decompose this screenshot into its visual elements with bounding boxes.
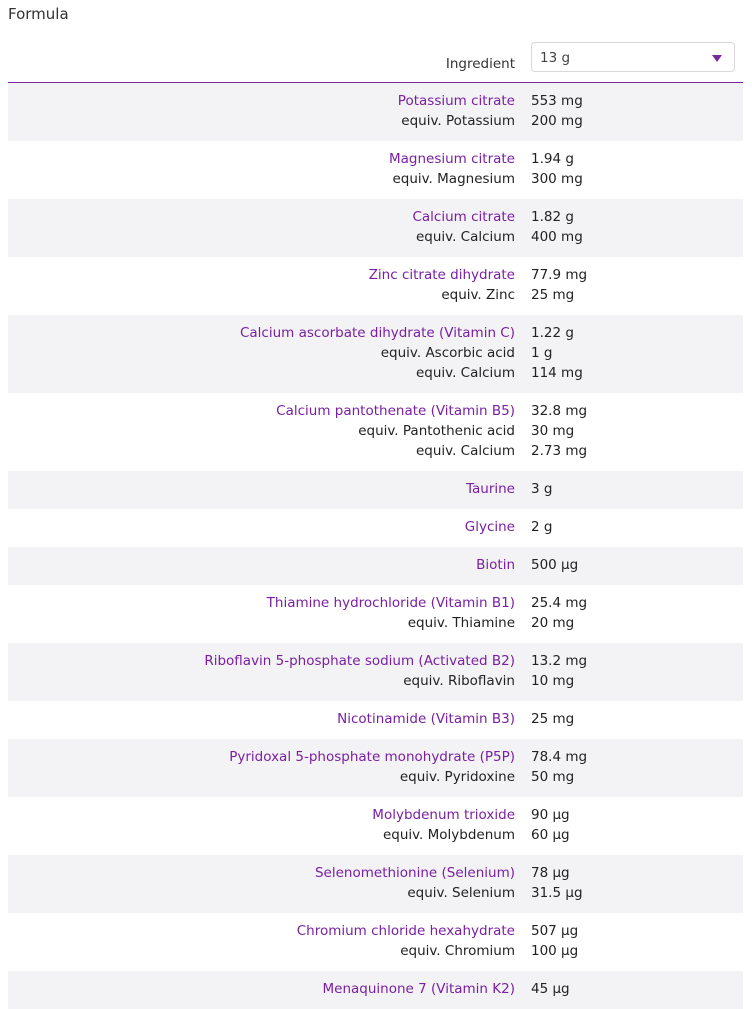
- equivalent-line: [8, 825, 743, 845]
- ingredient-line: [8, 593, 743, 613]
- ingredient-list: [8, 83, 743, 1009]
- equivalent-line: [8, 169, 743, 189]
- ingredient-row: [8, 509, 743, 547]
- equivalent-name: equiv. Calcium: [415, 365, 515, 381]
- ingredient-amount: 25 mg: [531, 711, 575, 727]
- ingredient-name[interactable]: Calcium ascorbate dihydrate (Vitamin C): [239, 325, 515, 341]
- equivalent-line: [8, 883, 743, 903]
- ingredient-line: [8, 401, 743, 421]
- equivalent-amount: 400 mg: [531, 229, 583, 245]
- ingredient-amount: 78 µg: [531, 865, 570, 881]
- ingredient-line: [8, 479, 743, 499]
- ingredient-name[interactable]: Taurine: [465, 481, 515, 497]
- equivalent-line: [8, 671, 743, 691]
- ingredient-line: [8, 979, 743, 999]
- equivalent-line: [8, 767, 743, 787]
- ingredient-amount: 25.4 mg: [531, 595, 588, 611]
- equivalent-name: equiv. Magnesium: [392, 171, 515, 187]
- ingredient-line: [8, 747, 743, 767]
- ingredient-name[interactable]: Biotin: [476, 557, 515, 573]
- ingredient-amount: 32.8 mg: [531, 403, 588, 419]
- ingredient-line: [8, 517, 743, 537]
- equivalent-name: equiv. Chromium: [400, 943, 515, 959]
- equivalent-amount: 20 mg: [531, 615, 575, 631]
- ingredient-name[interactable]: Glycine: [464, 519, 515, 535]
- ingredient-row: [8, 547, 743, 585]
- ingredient-name[interactable]: Selenomethionine (Selenium): [314, 865, 515, 881]
- ingredient-amount: 1.82 g: [531, 209, 574, 225]
- equivalent-amount: 300 mg: [531, 171, 583, 187]
- equivalent-name: equiv. Zinc: [441, 287, 515, 303]
- equivalent-name: equiv. Riboflavin: [403, 673, 515, 689]
- equivalent-line: [8, 227, 743, 247]
- equivalent-amount: 50 mg: [531, 769, 575, 785]
- equivalent-name: equiv. Calcium: [415, 443, 515, 459]
- equivalent-line: [8, 613, 743, 633]
- ingredient-column-label: Ingredient: [445, 56, 515, 72]
- ingredient-name[interactable]: Magnesium citrate: [388, 151, 515, 167]
- equivalent-line: [8, 285, 743, 305]
- ingredient-row: [8, 913, 743, 971]
- equivalent-amount: 30 mg: [531, 423, 575, 439]
- ingredient-row: [8, 141, 743, 199]
- ingredient-row: [8, 315, 743, 393]
- ingredient-line: [8, 265, 743, 285]
- equivalent-line: [8, 343, 743, 363]
- equivalent-line: [8, 111, 743, 131]
- equivalent-line: [8, 421, 743, 441]
- ingredient-row: [8, 199, 743, 257]
- ingredient-row: [8, 257, 743, 315]
- ingredient-line: [8, 921, 743, 941]
- ingredient-line: [8, 805, 743, 825]
- ingredient-line: [8, 709, 743, 729]
- ingredient-name[interactable]: Nicotinamide (Vitamin B3): [337, 711, 515, 727]
- ingredient-row: [8, 739, 743, 797]
- ingredient-amount: 507 µg: [531, 923, 579, 939]
- ingredient-row: [8, 855, 743, 913]
- equivalent-amount: 25 mg: [531, 287, 575, 303]
- ingredient-name[interactable]: Thiamine hydrochloride (Vitamin B1): [266, 595, 515, 611]
- ingredient-row: [8, 471, 743, 509]
- ingredient-row: [8, 701, 743, 739]
- chevron-down-icon[interactable]: [712, 55, 722, 62]
- ingredient-amount: 90 µg: [531, 807, 570, 823]
- ingredient-row: [8, 643, 743, 701]
- ingredient-line: [8, 91, 743, 111]
- ingredient-line: [8, 323, 743, 343]
- ingredient-name[interactable]: Calcium citrate: [412, 209, 515, 225]
- equivalent-name: equiv. Pantothenic acid: [358, 423, 515, 439]
- ingredient-amount: 13.2 mg: [531, 653, 588, 669]
- ingredient-line: [8, 149, 743, 169]
- table-header: [8, 42, 743, 83]
- ingredient-row: [8, 585, 743, 643]
- equivalent-amount: 10 mg: [531, 673, 575, 689]
- page-title: Formula: [8, 5, 69, 23]
- ingredient-name[interactable]: Menaquinone 7 (Vitamin K2): [322, 981, 515, 997]
- equivalent-name: equiv. Calcium: [415, 229, 515, 245]
- equivalent-line: [8, 941, 743, 961]
- ingredient-amount: 3 g: [531, 481, 553, 497]
- ingredient-amount: 45 µg: [531, 981, 570, 997]
- ingredient-row: [8, 971, 743, 1009]
- ingredient-name[interactable]: Calcium pantothenate (Vitamin B5): [276, 403, 515, 419]
- ingredient-line: [8, 863, 743, 883]
- ingredient-row: [8, 797, 743, 855]
- ingredient-amount: 78.4 mg: [531, 749, 588, 765]
- equivalent-amount: 60 µg: [531, 827, 570, 843]
- ingredient-row: [8, 83, 743, 141]
- ingredient-amount: 1.94 g: [531, 151, 574, 167]
- ingredient-amount: 77.9 mg: [531, 267, 588, 283]
- ingredient-name[interactable]: Riboflavin 5-phosphate sodium (Activated B2): [204, 653, 515, 669]
- equivalent-amount: 200 mg: [531, 113, 583, 129]
- equivalent-amount: 100 µg: [531, 943, 579, 959]
- ingredient-name[interactable]: Potassium citrate: [397, 93, 515, 109]
- ingredient-amount: 2 g: [531, 519, 553, 535]
- ingredient-line: [8, 651, 743, 671]
- equivalent-amount: 31.5 µg: [531, 885, 583, 901]
- ingredient-amount: 553 mg: [531, 93, 583, 109]
- ingredient-line: [8, 207, 743, 227]
- equivalent-line: [8, 441, 743, 461]
- ingredient-amount: 500 µg: [531, 557, 579, 573]
- equivalent-name: equiv. Pyridoxine: [399, 769, 515, 785]
- equivalent-line: [8, 363, 743, 383]
- equivalent-name: equiv. Molybdenum: [382, 827, 515, 843]
- ingredient-row: [8, 393, 743, 471]
- equivalent-amount: 114 mg: [531, 365, 583, 381]
- dose-select[interactable]: [531, 42, 735, 72]
- equivalent-name: equiv. Thiamine: [407, 615, 515, 631]
- ingredient-line: [8, 555, 743, 575]
- ingredient-name[interactable]: Chromium chloride hexahydrate: [296, 923, 515, 939]
- equivalent-name: equiv. Potassium: [401, 113, 515, 129]
- equivalent-amount: 2.73 mg: [531, 443, 588, 459]
- ingredient-name[interactable]: Zinc citrate dihydrate: [368, 267, 515, 283]
- ingredient-amount: 1.22 g: [531, 325, 574, 341]
- equivalent-amount: 1 g: [531, 345, 553, 361]
- dose-select-value: 13 g: [540, 50, 571, 66]
- ingredient-name[interactable]: Molybdenum trioxide: [372, 807, 515, 823]
- equivalent-name: equiv. Ascorbic acid: [380, 345, 515, 361]
- ingredient-name[interactable]: Pyridoxal 5-phosphate monohydrate (P5P): [229, 749, 515, 765]
- equivalent-name: equiv. Selenium: [407, 885, 515, 901]
